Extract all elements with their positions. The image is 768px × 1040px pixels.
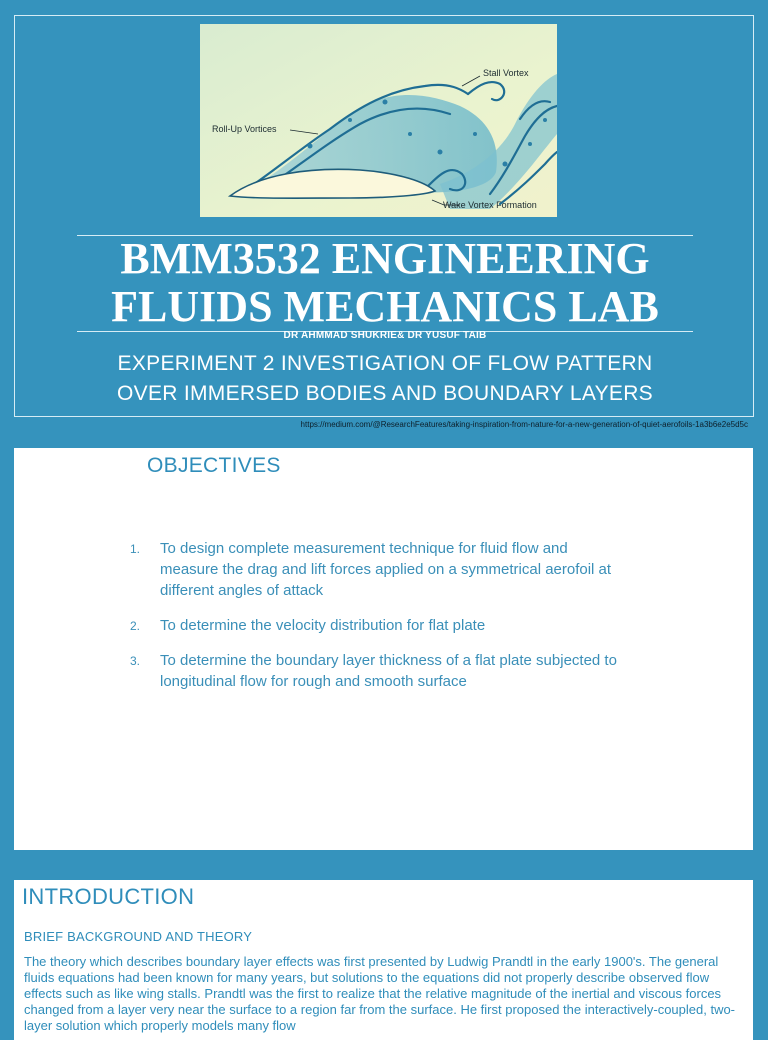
objective-number: 3. [130,654,141,668]
introduction-heading: INTRODUCTION [22,884,195,909]
introduction-subheading: BRIEF BACKGROUND AND THEORY [24,929,253,944]
objective-number: 1. [130,542,141,556]
objective-item [130,615,630,636]
stall-vortex-label: Stall Vortex [483,68,529,78]
source-url[interactable]: https://medium.com/@ResearchFeatures/taking-inspiration-from-nature-for-a-new-generation-of-quiet-aerofoils-1a3b6e2e5d5c [300,420,748,429]
course-title-line-1: BMM3532 ENGINEERING [120,234,650,283]
objective-text: To determine the boundary layer thickness of a flat plate subjected to longitudinal flow for rough and smooth surface [160,652,617,690]
experiment-title-line-1: EXPERIMENT 2 INVESTIGATION OF FLOW PATTERN [117,352,653,375]
objective-text: To determine the velocity distribution for flat plate [160,617,486,634]
experiment-title [15,349,755,409]
objectives-slide [14,448,753,850]
course-title [15,235,755,331]
title-slide [14,15,754,417]
course-title-line-2: FLUIDS MECHANICS LAB [111,282,659,331]
objective-number: 2. [130,619,141,633]
introduction-body: The theory which describes boundary layer effects was first presented by Ludwig Prandtl in the early 1900's. The general fluids equations had been known for many years, but solutions to the equations did not properly describe observed flow effects such as like wing stalls. Prandtl was the first to realize that the relative magnitude of the inertial and viscous forces changed from a layer very near the surface to a region far from the surface. He first proposed the interactively-coupled, two-layer solution which properly models many flow [24,954,736,1033]
objectives-heading: OBJECTIVES [147,454,281,477]
roll-up-vortices-label: Roll-Up Vortices [212,124,277,134]
airfoil-vortex-illustration [200,24,557,217]
authors: DR AHMMAD SHUKRIE& DR YUSUF TAIB [283,330,487,341]
introduction-slide [14,880,753,1040]
experiment-title-line-2: OVER IMMERSED BODIES AND BOUNDARY LAYERS [117,382,653,405]
wake-vortex-label: Wake Vortex Formation [443,200,537,210]
objective-item [130,650,630,692]
objective-item [130,538,630,601]
objectives-list [130,538,630,706]
objective-text: To design complete measurement technique for fluid flow and measure the drag and lift forces applied on a symmetrical aerofoil at different angles of attack [160,540,612,599]
airfoil-vortex-figure [200,24,557,217]
